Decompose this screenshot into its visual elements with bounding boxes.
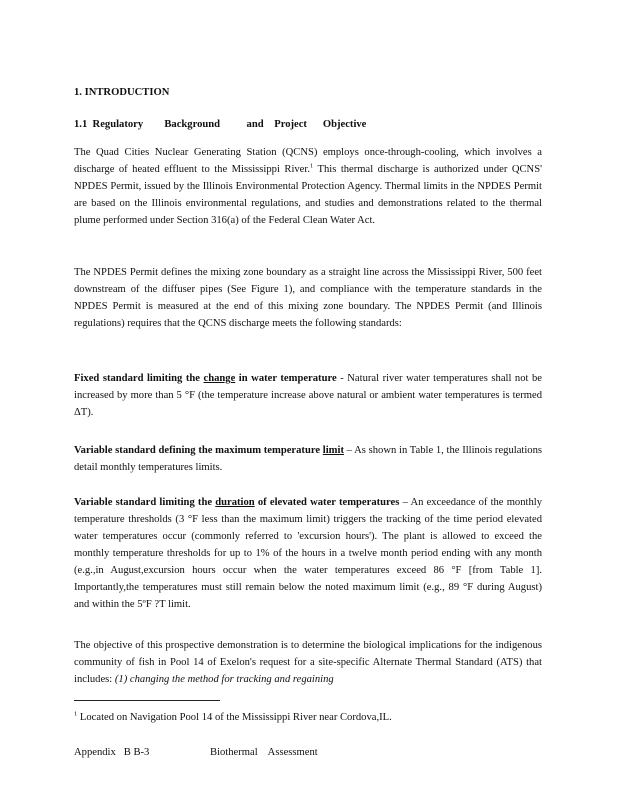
footnote-divider — [74, 700, 220, 701]
standard-variable-duration — [74, 494, 542, 613]
standard-duration-lead: Variable standard limiting the — [74, 497, 216, 508]
paragraph-intro-text: The Quad Cities Nuclear Generating Station (QCNS) employs once-through-cooling, which involves a discharge of heated effluent to the Mississippi River. — [74, 147, 542, 175]
paragraph-npdes: The NPDES Permit defines the mixing zone boundary as a straight line across the Mississippi River, 500 feet downstream of the diffuser pipes (See Figure 1), and compliance with the temperature standards in the NPDES Permit is measured at the end of this mixing zone boundary. The NPDES Permit (and Illinois regulations) requires that the QCNS discharge meets the following standards: — [74, 267, 542, 329]
paragraph-objective — [74, 637, 542, 688]
subsection-heading: 1.1 Regulatory Background and Project Objective — [74, 119, 367, 130]
standard-duration-text: – An exceedance of the monthly temperature thresholds (3 °F less than the maximum limit) triggers the tracking of the time period elevated water temperatures occur (commonly referred to 'excursion hours'). The plant is allowed to exceed the monthly temperature thresholds for up to 1% of the hours in a twelve month period ending with any month (e.g.,in August,excursion hours occur when the water temperatures exceed 86 °F [from Table 1]. Importantly,the temperatures must still remain below the noted maximum limit (e.g., 89 °F during August) and within the 5ºF ?T limit. — [74, 497, 543, 610]
footnote-mark: 1 — [74, 710, 78, 718]
footer-appendix: Appendix B B-3 — [74, 747, 150, 758]
standard-fixed-text: - Natural river water temperatures shall not be increased by more than 5 °F (the temperature increase above natural or ambient water temperatures is termed ΔT). — [74, 373, 543, 418]
standard-duration-underlined: duration — [215, 497, 255, 508]
footnote-text: Located on Navigation Pool 14 of the Mississippi River near Cordova,IL. — [77, 712, 392, 723]
standard-fixed-underlined: change — [203, 373, 236, 384]
footnote-reference: 1 — [309, 162, 314, 170]
paragraph-objective-italic: (1) changing the method for tracking and regaining — [114, 674, 334, 685]
standard-variable-limit — [74, 442, 542, 476]
standard-limit-underlined: limit — [322, 445, 344, 456]
standard-duration-lead-end: of elevated water temperatures — [254, 497, 400, 508]
footnote — [74, 709, 392, 726]
standard-fixed — [74, 370, 542, 421]
section-heading: 1. INTRODUCTION — [74, 87, 170, 98]
paragraph-objective-text: The objective of this prospective demonstration is to determine the biological implications for the indigenous community of fish in Pool 14 of Exelon's request for a site-specific Alternate Thermal Standard (ATS) that includes: — [74, 640, 542, 685]
standard-fixed-lead: Fixed standard limiting the — [74, 373, 204, 384]
standard-fixed-lead-end: in water temperature — [235, 373, 337, 384]
paragraph-intro-rest: This thermal discharge is authorized under QCNS' NPDES Permit, issued by the Illinois Environmental Protection Agency. Thermal limits in the NPDES Permit are based on the Illinois environmental regulations, and studies and demonstrations related to the thermal plume performed under Section 316(a) of the Federal Clean Water Act. — [74, 164, 542, 226]
standard-limit-text: – As shown in Table 1, the Illinois regulations detail monthly temperatures limits. — [74, 445, 543, 473]
standard-limit-lead: Variable standard defining the maximum temperature — [74, 445, 323, 456]
paragraph-intro — [74, 144, 542, 229]
footer-title: Biothermal Assessment — [210, 747, 318, 758]
